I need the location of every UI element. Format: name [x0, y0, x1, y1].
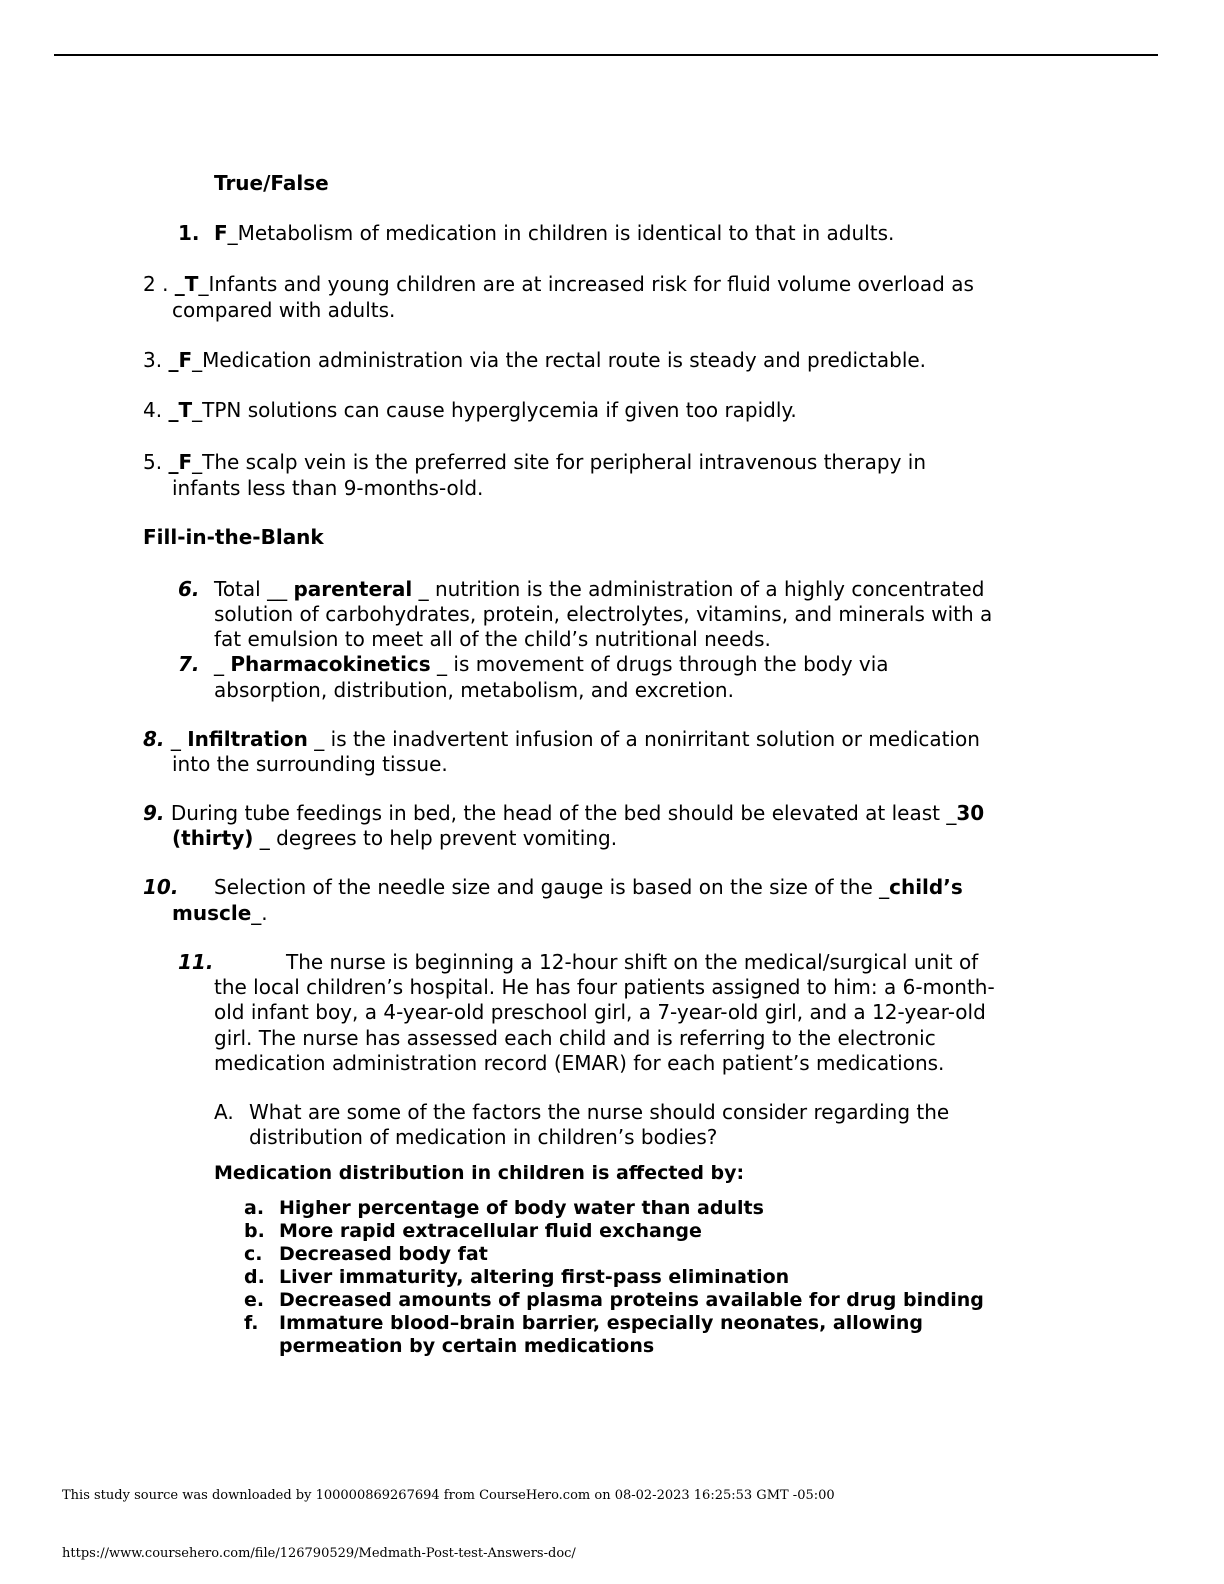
- answer-item-a-label: a.: [244, 1197, 265, 1219]
- section-heading-true-false: True/False: [214, 171, 329, 195]
- answer-item-e-label: e.: [244, 1289, 265, 1311]
- source-url[interactable]: https://www.coursehero.com/file/126790529/Medmath-Post-test-Answers-doc/: [62, 1546, 576, 1561]
- answer-item-e: Decreased amounts of plasma proteins available for drug binding: [279, 1289, 984, 1311]
- answer: Pharmacokinetics: [230, 652, 431, 676]
- question-9-line-2: (thirty) _ degrees to help prevent vomiting.: [172, 826, 618, 850]
- question-10-number: 10.: [143, 875, 179, 899]
- answer-item-f-line-2: permeation by certain medications: [279, 1335, 655, 1357]
- question-11-line-1: The nurse is beginning a 12-hour shift on the medical/surgical unit of: [286, 950, 979, 974]
- question-11-line-4: girl. The nurse has assessed each child and is referring to the electronic: [214, 1026, 936, 1050]
- question-10: Selection of the needle size and gauge is based on the size of the _child’s: [214, 875, 963, 899]
- question-8: 8. _ Infiltration _ is the inadvertent infusion of a nonirritant solution or medication: [143, 727, 980, 751]
- answer: _F: [168, 450, 193, 474]
- answer-item-f-label: f.: [244, 1312, 259, 1334]
- question-11a-label: A.: [214, 1100, 234, 1124]
- answer: muscle: [172, 901, 252, 925]
- question-6: Total __ parenteral _ nutrition is the administration of a highly concentrated: [214, 577, 985, 601]
- answer-item-d-label: d.: [244, 1266, 265, 1288]
- question-9: 9. During tube feedings in bed, the head of the bed should be elevated at least _30: [143, 801, 985, 825]
- download-source-notice: This study source was downloaded by 100000869267694 from CourseHero.com on 08-02-2023 16:25:53 GMT -05:00: [62, 1488, 835, 1503]
- answer: (thirty): [172, 826, 254, 850]
- question-6-line-2: solution of carbohydrates, protein, electrolytes, vitamins, and minerals with a: [214, 602, 993, 626]
- question-1-text: F_Metabolism of medication in children is identical to that in adults.: [214, 221, 895, 245]
- answer: _T: [174, 272, 199, 296]
- answer: _F: [168, 348, 193, 372]
- question-11-number: 11.: [178, 950, 214, 974]
- question-8-line-2: into the surrounding tissue.: [172, 752, 448, 776]
- question-4: 4. _T_TPN solutions can cause hyperglycemia if given too rapidly.: [143, 398, 797, 422]
- header-rule: [54, 54, 1158, 56]
- question-7-line-2: absorption, distribution, metabolism, and excretion.: [214, 678, 734, 702]
- question-11a-line-1: What are some of the factors the nurse should consider regarding the: [249, 1100, 950, 1124]
- question-7: _ Pharmacokinetics _ is movement of drugs through the body via: [214, 652, 889, 676]
- answer-item-c: Decreased body fat: [279, 1243, 488, 1265]
- answer: 30: [956, 801, 985, 825]
- question-2-line-2: compared with adults.: [172, 298, 396, 322]
- question-11-line-3: old infant boy, a 4-year-old preschool girl, a 7-year-old girl, and a 12-year-old: [214, 1000, 986, 1024]
- question-3: 3. _F_Medication administration via the rectal route is steady and predictable.: [143, 348, 927, 372]
- question-10-line-2: muscle_.: [172, 901, 268, 925]
- question-11-line-2: the local children’s hospital. He has four patients assigned to him: a 6-month-: [214, 975, 995, 999]
- answer: child’s: [889, 875, 963, 899]
- answer-item-d: Liver immaturity, altering first-pass elimination: [279, 1266, 790, 1288]
- question-11-line-5: medication administration record (EMAR) for each patient’s medications.: [214, 1051, 945, 1075]
- question-6-number: 6.: [178, 577, 200, 601]
- answer-item-a: Higher percentage of body water than adults: [279, 1197, 764, 1219]
- question-11a-line-2: distribution of medication in children’s bodies?: [249, 1125, 718, 1149]
- answer: _T: [168, 398, 193, 422]
- answer: F: [214, 221, 228, 245]
- question-2: 2 . _T_Infants and young children are at increased risk for fluid volume overload as: [143, 272, 974, 296]
- question-7-number: 7.: [178, 652, 200, 676]
- question-5-line-2: infants less than 9-months-old.: [172, 476, 484, 500]
- answer-item-b: More rapid extracellular fluid exchange: [279, 1220, 702, 1242]
- answer-item-c-label: c.: [244, 1243, 263, 1265]
- answer-item-f: Immature blood–brain barrier, especially neonates, allowing: [279, 1312, 924, 1334]
- question-6-line-3: fat emulsion to meet all of the child’s nutritional needs.: [214, 627, 771, 651]
- answer-item-b-label: b.: [244, 1220, 265, 1242]
- question-number: 1.: [178, 221, 200, 245]
- section-heading-fill-in-the-blank: Fill-in-the-Blank: [143, 525, 324, 549]
- question-5: 5. _F_The scalp vein is the preferred site for peripheral intravenous therapy in: [143, 450, 927, 474]
- answer: Infiltration: [187, 727, 308, 751]
- answer-intro: Medication distribution in children is affected by:: [214, 1162, 745, 1184]
- question-1: [178, 220, 200, 246]
- answer: parenteral: [293, 577, 413, 601]
